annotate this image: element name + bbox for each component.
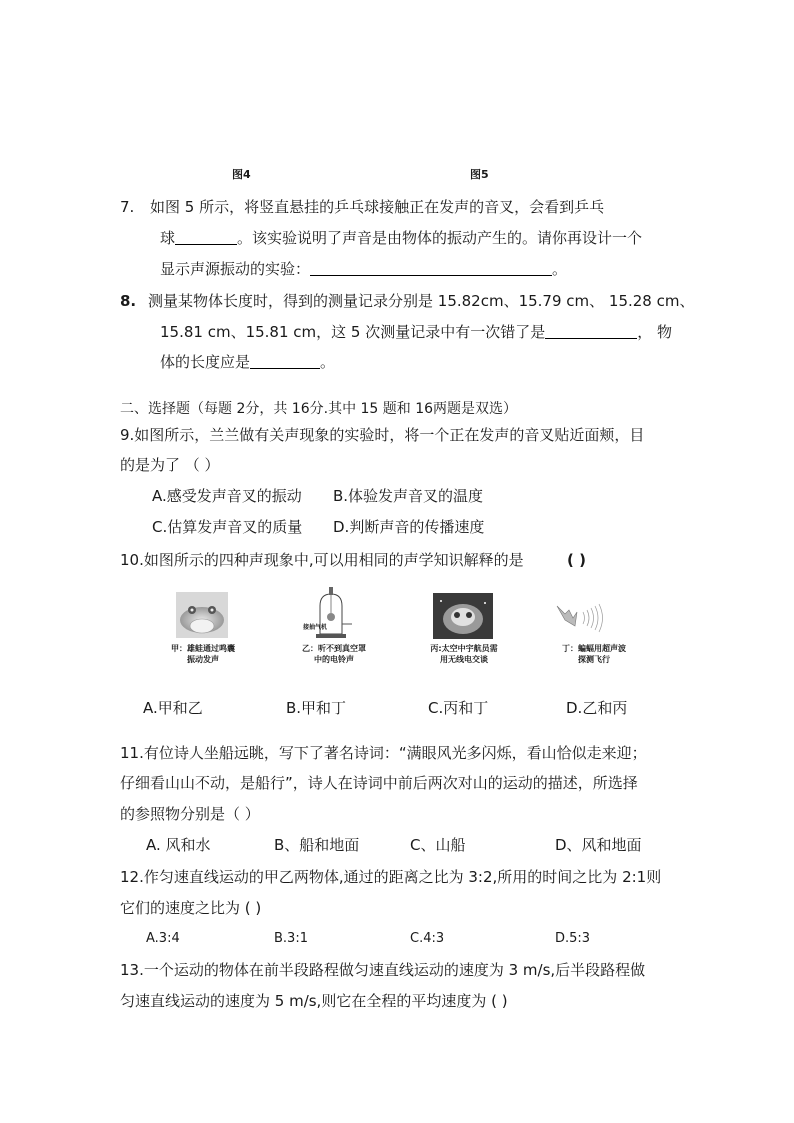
astronaut-caption: 丙:太空中宇航员需用无线电交谈 — [430, 644, 498, 664]
q8-line3 — [160, 352, 335, 372]
bat-caption: 丁：蝙蝠用超声波探测飞行 — [562, 644, 626, 664]
q7-answer-blank-2[interactable] — [310, 261, 552, 276]
q9-option-a[interactable]: A.感受发声音叉的振动 — [152, 487, 302, 505]
figure-4-caption: 图4 — [232, 168, 251, 181]
q11-line1: 11.有位诗人坐船远眺，写下了著名诗词：“满眼风光多闪烁，看山恰似走来迎； — [120, 744, 647, 762]
q9-option-d[interactable]: D.判断声音的传播速度 — [333, 518, 485, 536]
q7-line2-end: 。该实验说明了声音是由物体的振动产生的。请你再设计一个 — [237, 229, 643, 247]
q12-line1: 12.作匀速直线运动的甲乙两物体,通过的距离之比为 3:2,所用的时间之比为 2:1则 — [120, 868, 662, 886]
figure-5-caption: 图5 — [470, 168, 489, 181]
q8-line3-start: 体的长度应是 — [160, 353, 251, 371]
bell-jar-image — [306, 584, 356, 644]
q7-line2 — [160, 228, 642, 248]
q10-paren: ( ) — [567, 551, 586, 569]
astronaut-image — [433, 593, 493, 639]
q12-option-c[interactable]: C.4:3 — [410, 931, 445, 946]
section-2-title: 二、选择题（每题 2分，共 16分.其中 15 题和 16两题是双选） — [120, 401, 518, 417]
q7-line3 — [160, 259, 567, 279]
q7-answer-blank-1[interactable] — [175, 230, 237, 245]
q10-option-d[interactable]: D.乙和丙 — [566, 699, 628, 717]
q7-line2-start: 球 — [160, 229, 176, 247]
q8-number: 8. — [120, 292, 137, 310]
q8-line3-end: 。 — [320, 353, 336, 371]
q7-line1: 如图 5 所示，将竖直悬挂的乒乓球接触正在发声的音叉，会看到乒乓 — [150, 198, 605, 216]
frog-caption: 甲：雄蛙通过鸣囊振动发声 — [171, 644, 235, 664]
q7-number: 7. — [120, 198, 135, 216]
q11-option-b[interactable]: B、船和地面 — [274, 836, 360, 854]
q9-line1: 9.如图所示，兰兰做有关声现象的实验时，将一个正在发声的音叉贴近面颊，目 — [120, 426, 645, 444]
q8-answer-blank-2[interactable] — [250, 354, 320, 369]
q12-option-b[interactable]: B.3:1 — [274, 931, 308, 946]
q8-line2 — [160, 322, 672, 342]
q13-line1: 13.一个运动的物体在前半段路程做匀速直线运动的速度为 3 m/s,后半段路程做 — [120, 961, 646, 979]
q9-line2: 的是为了 （ ） — [120, 456, 220, 474]
q12-option-a[interactable]: A.3:4 — [146, 931, 180, 946]
q9-option-c[interactable]: C.估算发声音叉的质量 — [152, 518, 303, 536]
q8-line1: 测量某物体长度时，得到的测量记录分别是 15.82cm、15.79 cm、 15.28 cm、 — [148, 292, 695, 310]
q13-line2: 匀速直线运动的速度为 5 m/s,则它在全程的平均速度为 ( ) — [120, 992, 508, 1010]
q10-option-a[interactable]: A.甲和乙 — [143, 699, 203, 717]
q11-line2: 仔细看山山不动，是船行”，诗人在诗词中前后两次对山的运动的描述，所选择 — [120, 774, 638, 792]
q8-line2-start: 15.81 cm、15.81 cm，这 5 次测量记录中有一次错了是 — [160, 323, 546, 341]
q11-option-c[interactable]: C、山船 — [410, 836, 466, 854]
q11-option-a[interactable]: A. 风和水 — [146, 836, 211, 854]
frog-image — [176, 592, 228, 638]
bell-jar-caption: 乙：听不到真空罩中的电铃声 — [302, 644, 366, 664]
q8-line2-end: ， 物 — [637, 323, 673, 341]
bell-jar-inner-label: 接抽气机 — [302, 624, 327, 631]
q10-option-c[interactable]: C.丙和丁 — [428, 699, 489, 717]
q10-line1: 10.如图所示的四种声现象中,可以用相同的声学知识解释的是 — [120, 551, 524, 569]
q9-option-b[interactable]: B.体验发声音叉的温度 — [333, 487, 484, 505]
q7-line3-end: 。 — [552, 260, 568, 278]
bat-image — [553, 598, 615, 638]
q8-answer-blank-1[interactable] — [545, 324, 637, 339]
q10-option-b[interactable]: B.甲和丁 — [286, 699, 347, 717]
q7-line3-start: 显示声源振动的实验： — [160, 260, 311, 278]
q12-line2: 它们的速度之比为 ( ) — [120, 899, 262, 917]
q11-option-d[interactable]: D、风和地面 — [555, 836, 642, 854]
q11-line3: 的参照物分别是（ ） — [120, 805, 260, 823]
q12-option-d[interactable]: D.5:3 — [555, 931, 591, 946]
